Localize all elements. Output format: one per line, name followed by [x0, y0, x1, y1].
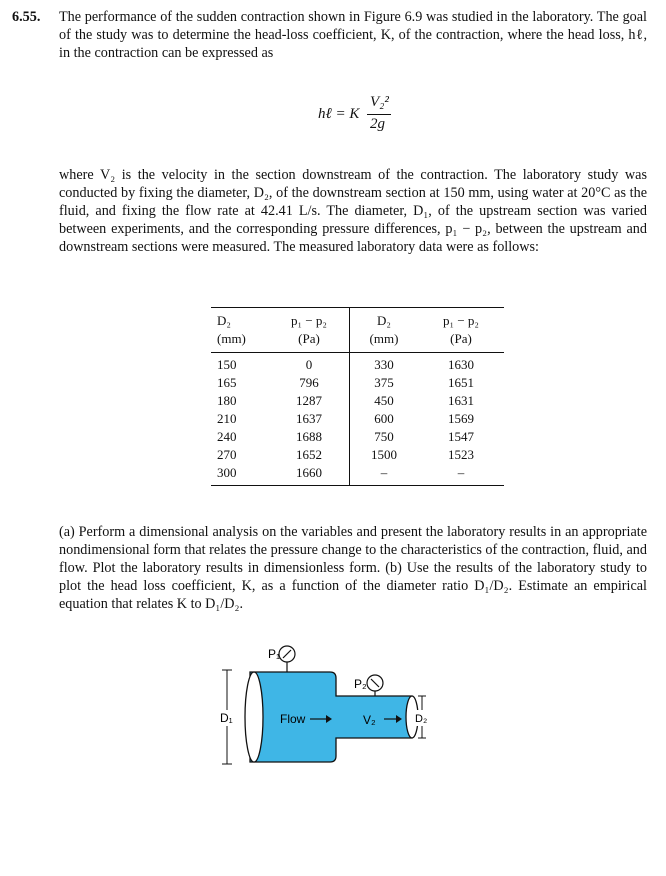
table-cell: 1569	[448, 411, 474, 426]
table-row	[211, 374, 504, 392]
table-cell: 796	[299, 375, 319, 390]
header-dp-right: p₁ − p₂	[443, 313, 479, 328]
table-cell: –	[457, 465, 465, 480]
table-cell: 1631	[448, 393, 474, 408]
table-cell: 1630	[448, 357, 474, 372]
label-p1: P₁	[268, 647, 281, 661]
table-cell: 270	[217, 447, 237, 462]
table-cell: 1652	[296, 447, 322, 462]
header-d2-right: D₂	[350, 308, 419, 331]
table-row	[211, 428, 504, 446]
table-cell: 1688	[296, 429, 322, 444]
table-row	[211, 446, 504, 464]
table-cell: 150	[217, 357, 237, 372]
table-cell: 600	[350, 410, 419, 428]
table-cell: 1637	[296, 411, 322, 426]
table-cell: 300	[217, 465, 237, 480]
upstream-end	[245, 672, 263, 762]
table-cell: 1651	[448, 375, 474, 390]
unit-pa-right: (Pa)	[418, 330, 504, 353]
problem-number: 6.55.	[12, 9, 41, 25]
label-d1: D₁	[220, 711, 233, 725]
fraction-bar	[367, 114, 391, 115]
table-row	[211, 353, 504, 375]
head-loss-equation	[318, 96, 428, 136]
pipe-body	[250, 672, 412, 762]
table-row	[211, 464, 504, 486]
label-v2: V₂	[363, 713, 376, 727]
table-cell: 1500	[350, 446, 419, 464]
unit-mm-right: (mm)	[350, 330, 419, 353]
label-d2: D₂	[415, 713, 428, 725]
table-cell: 1523	[448, 447, 474, 462]
table-cell: 450	[350, 392, 419, 410]
table-cell: 240	[217, 429, 237, 444]
header-row-top	[211, 308, 504, 331]
problem-description: where V₂ is the velocity in the section downstream of the contraction. The laboratory study was conducted by fixing the diameter, D₂, of the downstream section at 150 mm, using water at 20°C as the fluid, and fixing the flow rate at 42.41 L/s. The diameter, D₁, of the upstream section was varied between experiments, and the corresponding pressure differences, p₁ − p₂, between the upstream and downstream sections were measured. The measured laboratory data were as follows:	[59, 167, 647, 255]
label-p2: P₂	[354, 677, 367, 691]
problem-questions: (a) Perform a dimensional analysis on the variables and present the laboratory results in an appropriate nondimensional form that relates the pressure change to the characteristics of the contraction, fluid, and flow. Plot the laboratory results in dimensionless form. (b) Use the results of the laboratory study to plot the head loss coefficient, K, as a function of the diameter ratio D₁/D₂. Estimate an empirical equation that relates K to D₁/D₂.	[59, 524, 647, 612]
header-row-units	[211, 330, 504, 353]
table-cell: 750	[350, 428, 419, 446]
table-cell: 0	[305, 357, 313, 372]
table-cell: 165	[217, 375, 237, 390]
table-cell: 1547	[448, 429, 474, 444]
table-cell: 1660	[296, 465, 322, 480]
table-cell: 375	[350, 374, 419, 392]
equation-denominator: 2g	[370, 116, 385, 132]
equation-lhs: hℓ = K	[318, 106, 360, 122]
lab-data-table	[211, 307, 504, 486]
unit-mm-left: (mm)	[211, 330, 269, 353]
equation-numerator: V₂²	[370, 94, 389, 110]
unit-pa-left: (Pa)	[269, 330, 350, 353]
header-d2-left: D₂	[217, 313, 231, 328]
table-cell: 1287	[296, 393, 322, 408]
table-cell: 180	[217, 393, 237, 408]
header-dp-left: p₁ − p₂	[291, 313, 327, 328]
table-row	[211, 392, 504, 410]
contraction-figure	[190, 640, 430, 785]
table-cell: 330	[350, 353, 419, 375]
problem-intro: The performance of the sudden contraction shown in Figure 6.9 was studied in the laboratory. The goal of the study was to determine the head-loss coefficient, K, of the contraction, where the head loss, hℓ, in the contraction can be expressed as	[59, 9, 647, 61]
label-flow: Flow	[280, 712, 306, 726]
table-cell: –	[350, 464, 419, 486]
table-row	[211, 410, 504, 428]
table-cell: 210	[217, 411, 237, 426]
